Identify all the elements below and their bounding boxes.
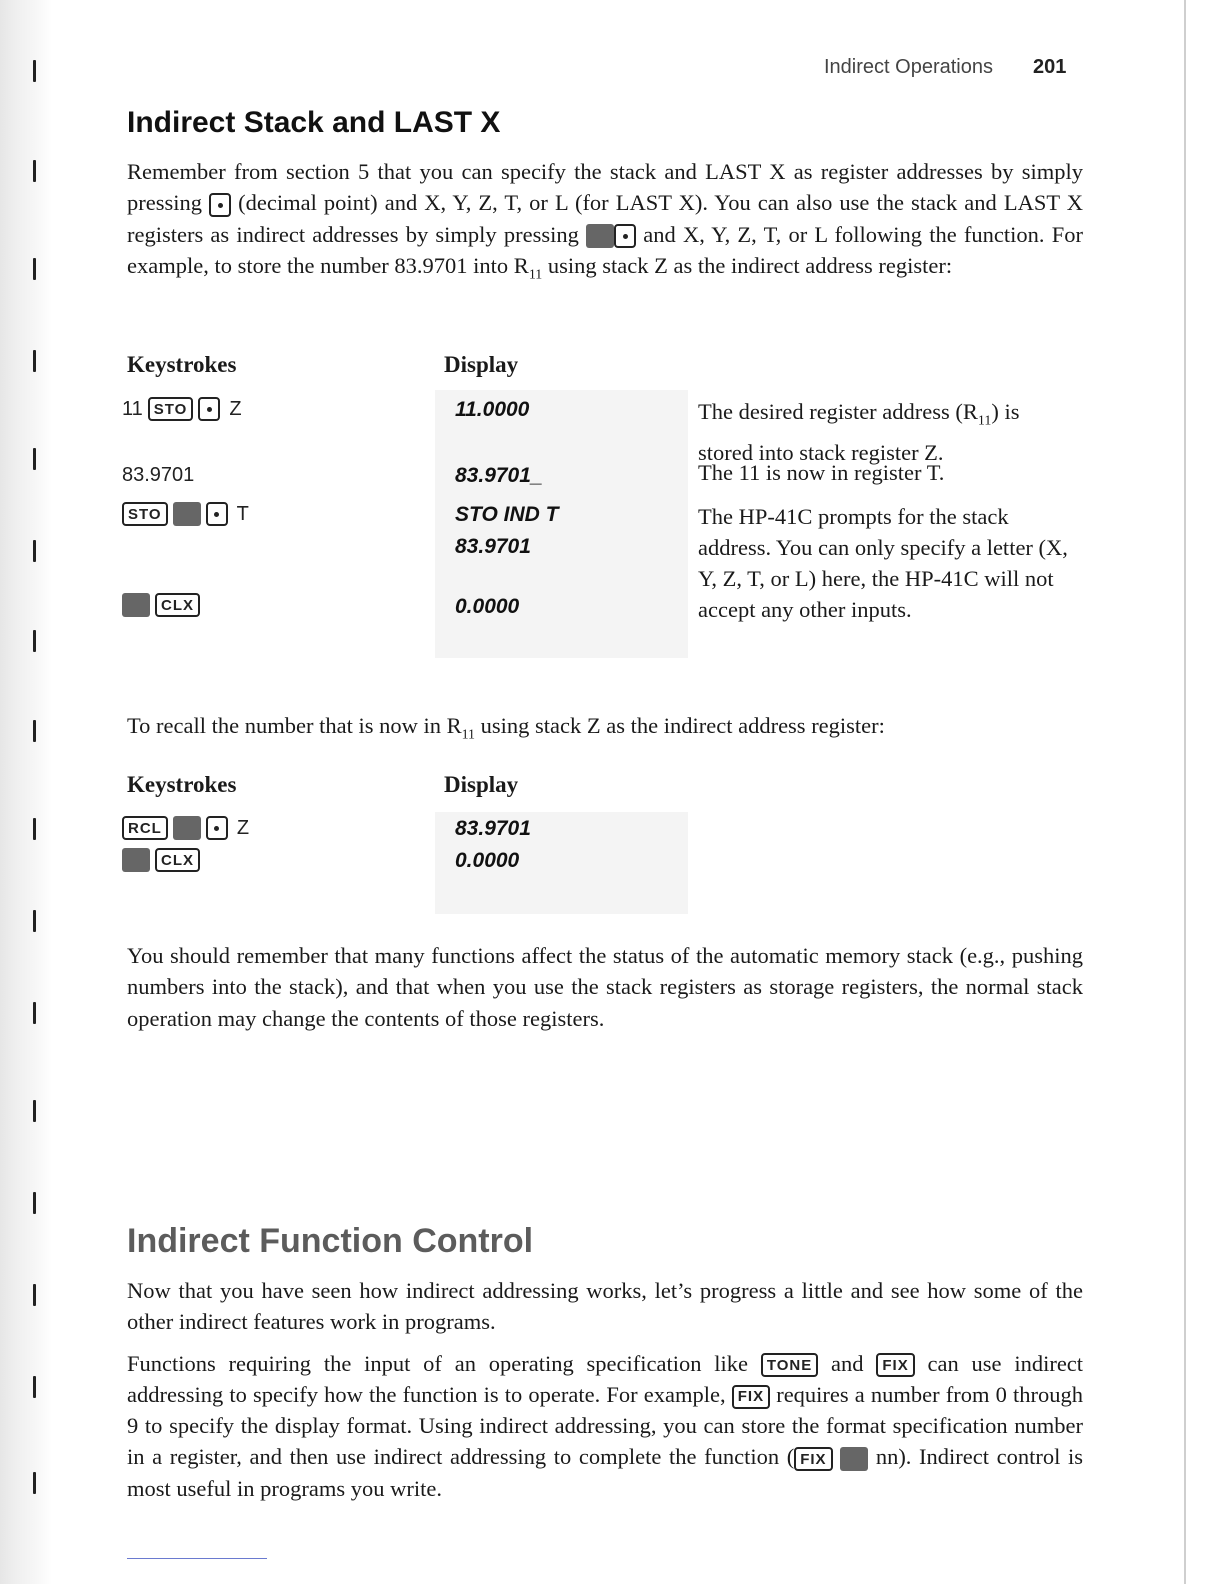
decimal-point-key-icon — [198, 397, 220, 421]
section-title: Indirect Function Control — [127, 1222, 534, 1260]
keystrokes-header: Keystrokes — [127, 352, 237, 377]
binding-mark — [33, 910, 36, 932]
recall-paragraph — [127, 710, 1083, 751]
header-section: Indirect Operations — [824, 56, 993, 78]
intro-text-a: Remember from section 5 that you can specify the stack and LAST X as register addresses by simply pressing — [127, 159, 1083, 216]
shift-key-icon — [840, 1447, 868, 1471]
register-letter: Z — [236, 816, 250, 839]
display-value: 83.9701_ — [455, 464, 543, 487]
keystroke-number: 83.9701 — [122, 464, 195, 486]
note-text: The desired register address (R — [698, 399, 978, 424]
binding-mark — [33, 720, 36, 742]
binding-mark — [33, 350, 36, 372]
keystroke-row — [122, 502, 249, 526]
display-value: 11.0000 — [455, 398, 530, 421]
display-prompt: STO IND T — [455, 503, 559, 526]
page-number: 201 — [1032, 56, 1067, 78]
binding-mark — [33, 818, 36, 840]
running-header — [824, 56, 1066, 79]
shift-key-icon — [122, 593, 150, 617]
p2-text-c: can use indirect addressing to specify how the function is to operate. For example, — [127, 1350, 1084, 1407]
binding-mark — [33, 1472, 36, 1494]
display-value: 0.0000 — [455, 849, 520, 872]
intro-text-e: using stack Z as the indirect address register: — [547, 252, 953, 278]
shift-key-icon — [122, 848, 150, 872]
section-title: Indirect Stack and LAST X — [127, 106, 501, 139]
footnote-rule — [127, 1558, 267, 1559]
intro-para: Now that you have seen how indirect addressing works, let’s progress a little and see how some of the other indirect features work in programs. — [127, 1278, 1083, 1335]
binding-mark — [33, 1284, 36, 1306]
fix-key: FIX — [794, 1447, 832, 1471]
p2-text-a: Functions requiring the input of an operating specification like — [127, 1350, 749, 1376]
recall-text-c: using stack Z as the indirect address register: — [480, 713, 885, 738]
functions-para — [127, 1348, 1083, 1504]
decimal-point-key-icon — [206, 502, 228, 526]
register-letter: T — [236, 502, 249, 525]
display-header: Display — [444, 772, 519, 797]
binding-mark — [33, 630, 36, 652]
display-value: 83.9701 — [455, 535, 531, 558]
binding-mark — [33, 60, 36, 82]
keystroke-row — [122, 816, 249, 840]
intro-text-c: and X, Y, Z, T, or L following the function. For example, to store the number 83.9701 into R — [127, 221, 1083, 278]
page-edge — [1184, 0, 1186, 1584]
tone-key: TONE — [761, 1353, 818, 1377]
binding-edge — [0, 0, 52, 1584]
clx-key: CLX — [155, 848, 200, 872]
shift-key-icon — [586, 224, 614, 248]
keystrokes-header: Keystrokes — [127, 772, 237, 797]
shift-key-icon — [173, 816, 201, 840]
binding-mark — [33, 1192, 36, 1214]
fix-key: FIX — [732, 1385, 770, 1409]
register-subscript: 11 — [461, 727, 476, 743]
rcl-key: RCL — [122, 816, 168, 840]
binding-mark — [33, 1376, 36, 1398]
note-prompt: The HP-41C prompts for the stack address. You can only specify a letter (X, Y, Z, T, or L) here, the HP-41C will not accept any other inputs. — [698, 504, 1068, 622]
function-control-body — [127, 1275, 1083, 1514]
keystroke-row — [122, 397, 242, 421]
display-value: 83.9701 — [455, 817, 531, 840]
keystroke-row — [122, 464, 194, 487]
p2-text-d: requires a number from 0 through 9 to specify the display format. Using indirect addressing, you can store the format specification number in a register, and then use indirect addressing to complete the function ( — [127, 1381, 1083, 1470]
display-header: Display — [444, 352, 519, 377]
keystroke-row — [122, 593, 200, 617]
sto-key: STO — [122, 502, 168, 526]
fix-key: FIX — [876, 1353, 914, 1377]
binding-mark — [33, 448, 36, 470]
decimal-point-key-icon — [206, 816, 228, 840]
note-text: ) is stored into stack register Z. — [698, 399, 1020, 465]
binding-mark — [33, 1100, 36, 1122]
register-letter: Z — [229, 397, 242, 420]
p2-text-e: nn). Indirect control is most useful in programs you write. — [127, 1444, 1083, 1501]
recall-text-a: To recall the number that is now in R — [127, 713, 462, 738]
keystroke-number: 11 — [122, 397, 143, 420]
intro-paragraph — [127, 156, 1083, 291]
decimal-point-key-icon — [209, 193, 231, 217]
binding-mark — [33, 540, 36, 562]
keystroke-row — [122, 848, 200, 872]
note-register-t: The 11 is now in register T. — [698, 460, 945, 485]
register-subscript: 11 — [528, 267, 543, 283]
remember-paragraph: You should remember that many functions affect the status of the automatic memory stack (e.g., pushing numbers into the stack), and that when you use the stack registers as storage registers, the normal stack operation may change the contents of those registers. — [127, 943, 1083, 1031]
p2-text-b: and — [831, 1350, 864, 1376]
clx-key: CLX — [155, 593, 200, 617]
decimal-point-key-icon — [614, 224, 636, 248]
binding-mark — [33, 160, 36, 182]
intro-text-b: (decimal point) and X, Y, Z, T, or L (for LAST X). You can also use the stack and LAST X registers as indirect addresses by simply pressing — [127, 190, 1083, 247]
binding-mark — [33, 258, 36, 280]
binding-mark — [33, 1002, 36, 1024]
register-subscript: 11 — [977, 413, 992, 429]
sto-key: STO — [148, 397, 194, 421]
shift-key-icon — [173, 502, 201, 526]
display-value: 0.0000 — [455, 595, 520, 618]
